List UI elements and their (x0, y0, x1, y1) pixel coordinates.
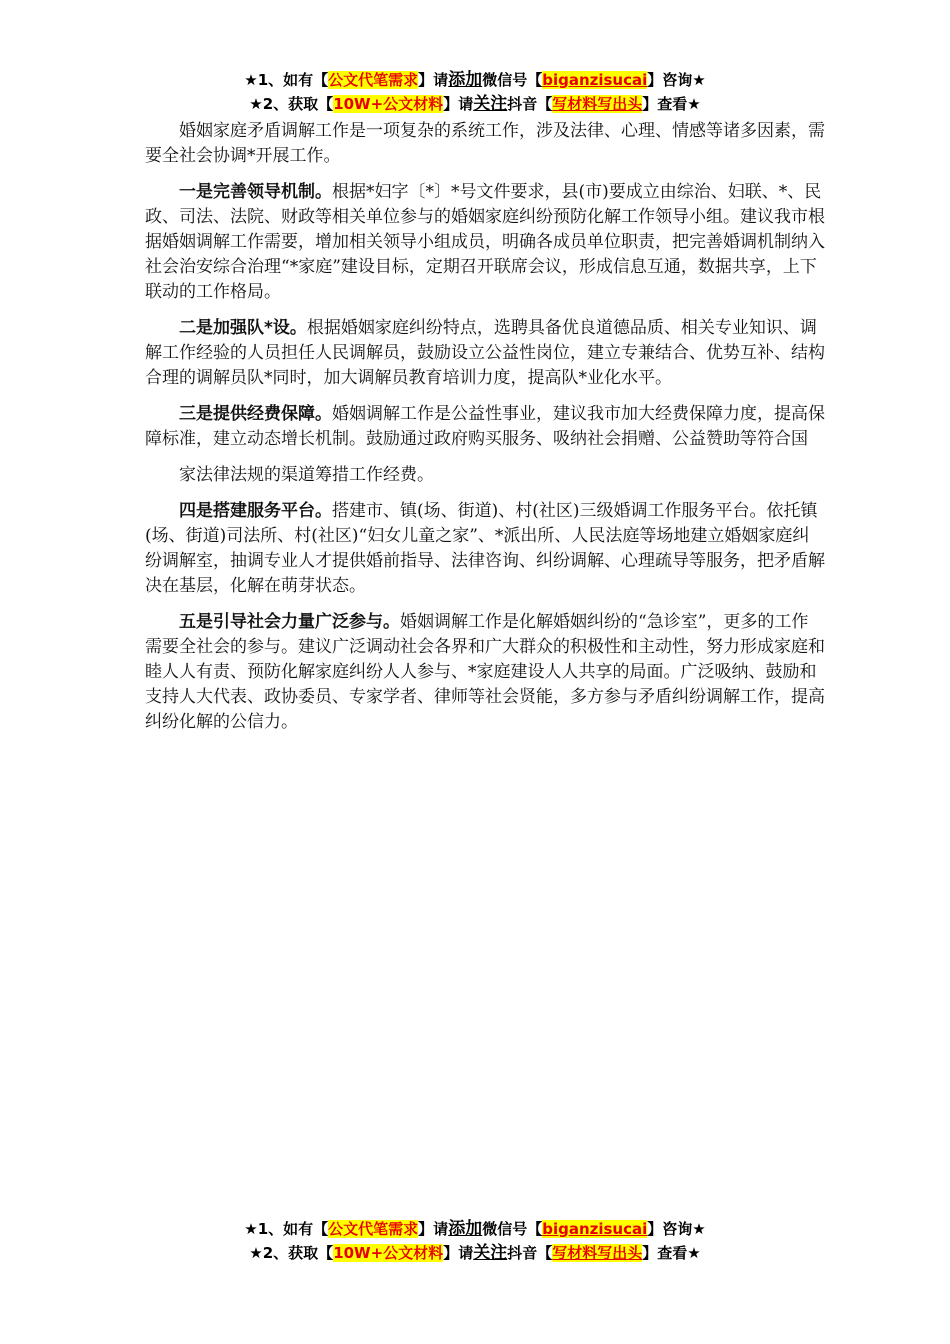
intro-paragraph: 婚姻家庭矛盾调解工作是一项复杂的系统工作，涉及法律、心理、情感等诸多因素，需要全社会协调*开展工作。 (145, 121, 825, 166)
document-body (145, 119, 825, 746)
add-link[interactable]: 添加 (448, 1219, 483, 1239)
paragraph-heading: 一是完善领导机制。 (179, 182, 332, 202)
wechat-id[interactable]: biganzisucai (542, 1220, 648, 1238)
paragraph-text: 婚姻调解工作是公益性事业，建议我市加大经费保障力度，提高保障标准，建立动态增长机制。鼓励通过政府购买服务、吸纳社会捐赠、公益赞助等符合国 (145, 404, 825, 449)
wechat-id[interactable]: biganzisucai (542, 71, 648, 89)
paragraph-text: 根据*妇字〔*〕*号文件要求，县(市)要成立由综治、妇联、*、民政、司法、法院、财政等相关单位参与的婚姻家庭纠纷预防化解工作领导小组。建议我市根据婚姻调解工作需要，增加相关领导小组成员，明确各成员单位职责，把完善婚调机制纳入社会治安综合治理“*家庭”建设目标，定期召开联席会议，形成信息互通，数据共享，上下联动的工作格局。 (145, 182, 825, 302)
paragraph-team (145, 316, 825, 391)
paragraph-leadership (145, 180, 825, 305)
banner-text: 】请 (443, 1244, 474, 1262)
paragraph-platform (145, 499, 825, 599)
highlight-materials: 10W+公文材料 (333, 1244, 444, 1262)
banner-text: 微信号【 (482, 71, 543, 89)
douyin-account[interactable]: 写材料写出头 (552, 1244, 643, 1262)
banner-text: 】咨询★ (647, 71, 706, 89)
footer-banner (0, 1217, 950, 1265)
paragraph-heading: 四是搭建服务平台。 (179, 501, 332, 521)
highlight-service: 公文代笔需求 (328, 1220, 419, 1238)
paragraph-heading: 二是加强队*设。 (179, 318, 307, 338)
banner-line-2 (0, 1241, 950, 1265)
douyin-account[interactable]: 写材料写出头 (552, 95, 643, 113)
follow-link[interactable]: 关注 (473, 1243, 508, 1263)
paragraph-funding (145, 402, 825, 452)
banner-text: 微信号【 (482, 1220, 543, 1238)
add-link[interactable]: 添加 (448, 70, 483, 90)
banner-text: 】查看★ (642, 95, 701, 113)
banner-text: 】请 (443, 95, 474, 113)
banner-text: 】咨询★ (647, 1220, 706, 1238)
paragraph-funding-cont: 家法律法规的渠道筹措工作经费。 (179, 465, 434, 485)
banner-text: ★1、如有【 (244, 71, 329, 89)
highlight-service: 公文代笔需求 (328, 71, 419, 89)
banner-text: 】请 (418, 1220, 449, 1238)
paragraph-heading: 五是引导社会力量广泛参与。 (179, 612, 400, 632)
header-banner (0, 68, 950, 116)
follow-link[interactable]: 关注 (473, 94, 508, 114)
banner-text: 】请 (418, 71, 449, 89)
banner-text: ★2、获取【 (249, 95, 334, 113)
paragraph-text: 根据婚姻家庭纠纷特点，选聘具备优良道德品质、相关专业知识、调解工作经验的人员担任人民调解员，鼓励设立公益性岗位，建立专兼结合、优势互补、结构合理的调解员队*同时，加大调解员教育培训力度，提高队*业化水平。 (145, 318, 825, 388)
banner-line-1 (0, 1217, 950, 1241)
paragraph-text: 搭建市、镇(场、街道)、村(社区)三级婚调工作服务平台。依托镇(场、街道)司法所、村(社区)“妇女儿童之家”、*派出所、人民法庭等场地建立婚姻家庭纠纷调解室，抽调专业人才提供婚前指导、法律咨询、纠纷调解、心理疏导等服务，把矛盾解决在基层，化解在萌芽状态。 (145, 501, 825, 596)
paragraph-social (145, 610, 825, 735)
banner-text: ★1、如有【 (244, 1220, 329, 1238)
highlight-materials: 10W+公文材料 (333, 95, 444, 113)
banner-line-1 (0, 68, 950, 92)
banner-text: 抖音【 (507, 95, 553, 113)
paragraph-text: 婚姻调解工作是化解婚姻纠纷的“急诊室”，更多的工作需要全社会的参与。建议广泛调动社会各界和广大群众的积极性和主动性，努力形成家庭和睦人人有责、预防化解家庭纠纷人人参与、*家庭建设人人共享的局面。广泛吸纳、鼓励和支持人大代表、政协委员、专家学者、律师等社会贤能，多方参与矛盾纠纷调解工作，提高纠纷化解的公信力。 (145, 612, 825, 732)
banner-text: ★2、获取【 (249, 1244, 334, 1262)
banner-text: 】查看★ (642, 1244, 701, 1262)
banner-line-2 (0, 92, 950, 116)
banner-text: 抖音【 (507, 1244, 553, 1262)
paragraph-heading: 三是提供经费保障。 (179, 404, 332, 424)
